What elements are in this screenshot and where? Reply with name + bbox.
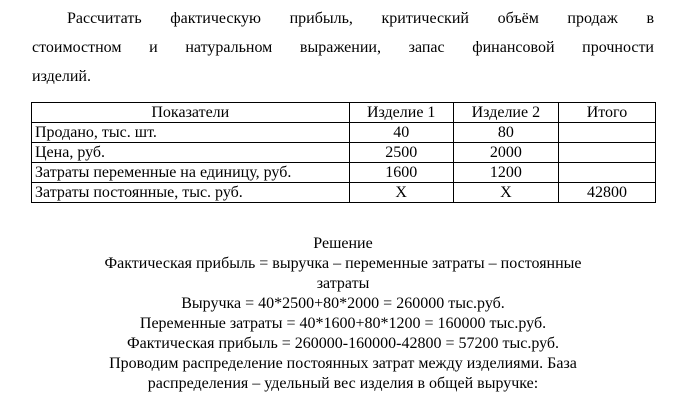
table-cell: 1600: [349, 163, 453, 183]
table-cell: 40: [349, 123, 453, 143]
task-line-3: изделий.: [32, 68, 91, 85]
table-cell: Цена, руб.: [32, 143, 350, 163]
task-line-1: Рассчитать фактическую прибыль, критический объём продаж в: [67, 10, 654, 27]
task-statement: [32, 4, 654, 91]
table-row: [32, 163, 656, 183]
table-cell: [558, 163, 655, 183]
table-cell: Продано, тыс. шт.: [32, 123, 350, 143]
solution-line: Выручка = 40*2500+80*2000 = 260000 тыс.руб.: [181, 295, 505, 312]
solution-line: Фактическая прибыль = 260000-160000-42800 = 57200 тыс.руб.: [126, 335, 560, 352]
data-table: [31, 102, 656, 203]
table-cell: X: [453, 183, 558, 203]
solution-line: Переменные затраты = 40*1600+80*1200 = 160000 тыс.руб.: [139, 315, 547, 332]
table-cell: 42800: [558, 183, 655, 203]
table-row: [32, 183, 656, 203]
header-cell: Изделие 2: [453, 103, 558, 123]
header-cell: Изделие 1: [349, 103, 453, 123]
table-cell: 2500: [349, 143, 453, 163]
table-cell: 80: [453, 123, 558, 143]
table-row: [32, 143, 656, 163]
header-cell: Итого: [558, 103, 655, 123]
table-cell: [558, 143, 655, 163]
header-cell: Показатели: [32, 103, 350, 123]
solution-block: [32, 234, 654, 394]
solution-heading: Решение: [313, 235, 373, 252]
solution-line: затраты: [316, 275, 370, 292]
table-cell: X: [349, 183, 453, 203]
solution-line: Проводим распределение постоянных затрат между изделиями. База: [109, 355, 577, 372]
table-header-row: [32, 103, 656, 123]
table-cell: 1200: [453, 163, 558, 183]
table-cell: Затраты постоянные, тыс. руб.: [32, 183, 350, 203]
table-cell: Затраты переменные на единицу, руб.: [32, 163, 350, 183]
table-cell: 2000: [453, 143, 558, 163]
table-row: [32, 123, 656, 143]
solution-line: распределения – удельный вес изделия в общей выручке:: [147, 375, 539, 392]
table-cell: [558, 123, 655, 143]
task-line-2: стоимостном и натуральном выражении, запас финансовой прочности: [32, 39, 654, 56]
solution-line: Фактическая прибыль = выручка – переменные затраты – постоянные: [104, 255, 582, 272]
